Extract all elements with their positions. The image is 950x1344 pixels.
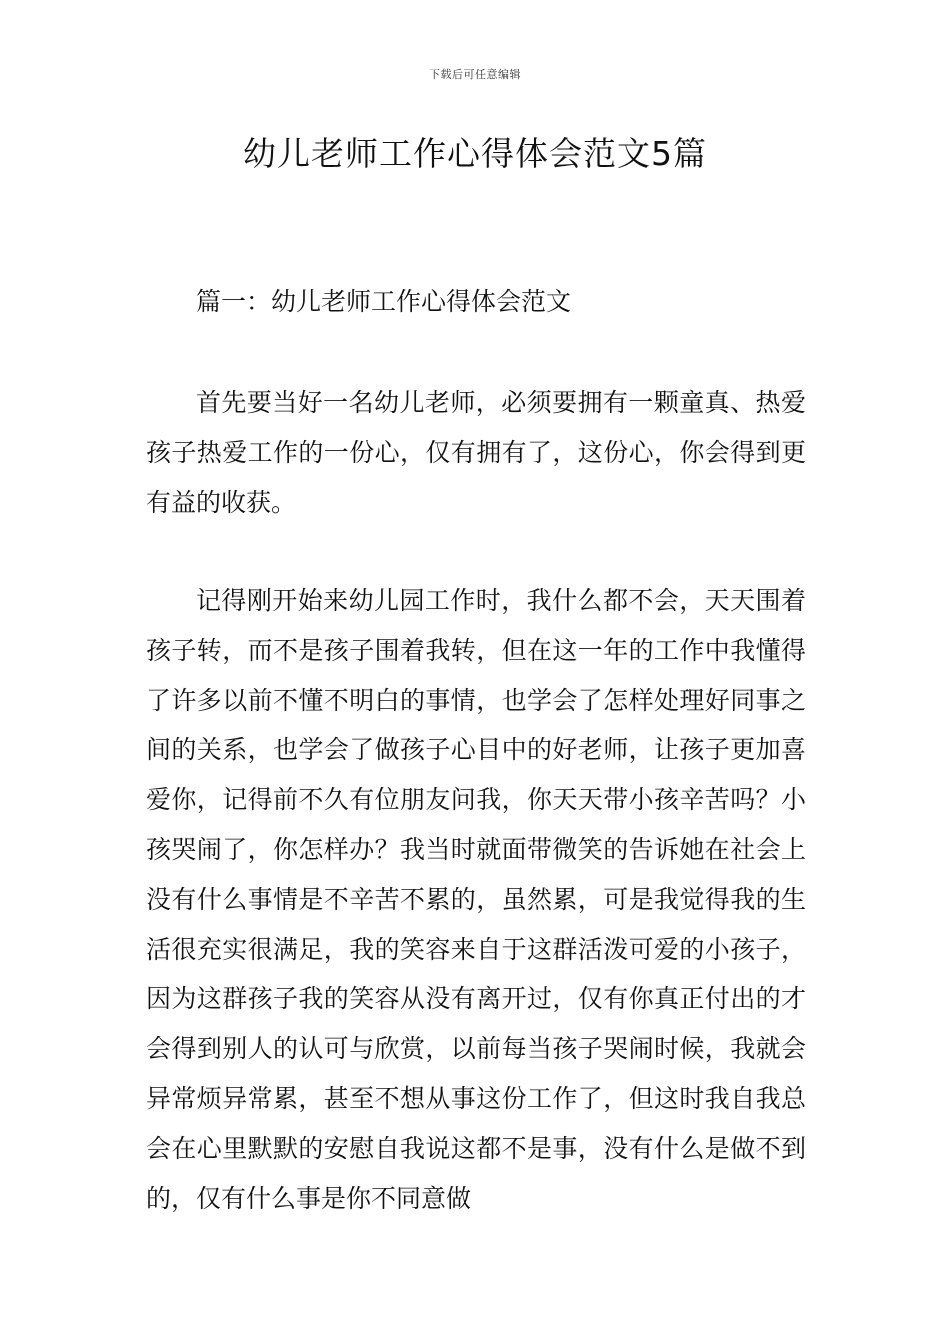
section-heading: 篇一：幼儿老师工作心得体会范文 [196, 287, 572, 316]
body-paragraph-1: 首先要当好一名幼儿老师，必须要拥有一颗童真、热爱孩子热爱工作的一份心，仅有拥有了，这份心，你会得到更有益的收获。 [146, 388, 806, 517]
document-title: 幼儿老师工作心得体会范文5篇 [243, 134, 707, 173]
header-note: 下载后可任意编辑 [429, 68, 521, 81]
body-paragraph-2: 记得刚开始来幼儿园工作时，我什么都不会，天天围着孩子转，而不是孩子围着我转，但在这一年的工作中我懂得了许多以前不懂不明白的事情，也学会了怎样处理好同事之间的关系，也学会了做孩子心目中的好老师，让孩子更加喜爱你，记得前不久有位朋友问我，你天天带小孩辛苦吗？小孩哭闹了，你怎样办？我当时就面带微笑的告诉她在社会上没有什么事情是不辛苦不累的，虽然累，可是我觉得我的生活很充实很满足，我的笑容来自于这群活泼可爱的小孩子，因为这群孩子我的笑容从没有离开过，仅有你真正付出的才会得到别人的认可与欣赏，以前每当孩子哭闹时候，我就会异常烦异常累，甚至不想从事这份工作了，但这时我自我总会在心里默默的安慰自我说这都不是事，没有什么是做不到的，仅有什么事是你不同意做 [146, 586, 806, 1213]
